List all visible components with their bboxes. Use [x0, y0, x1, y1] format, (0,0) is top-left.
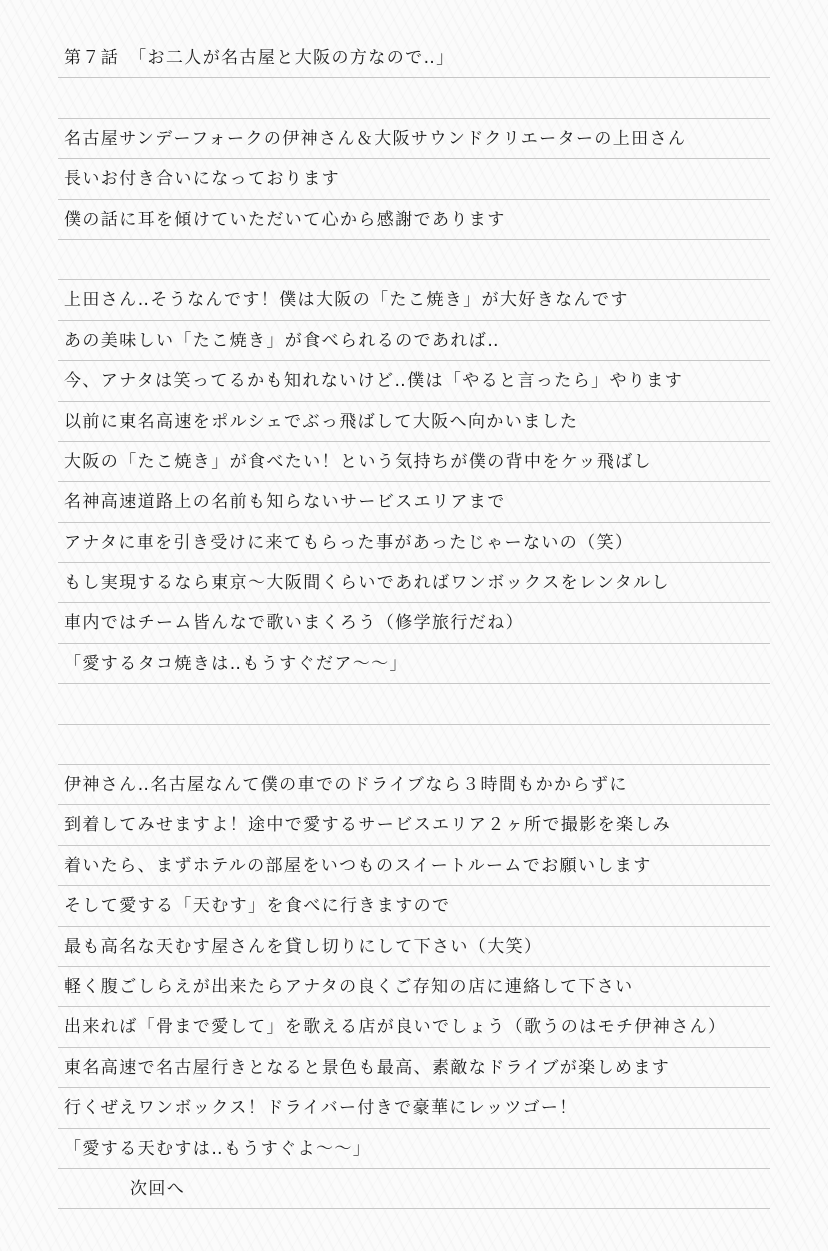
text-line: 上田さん‥そうなんです！僕は大阪の「たこ焼き」が大好きなんです [58, 280, 770, 320]
text-line: 今、アナタは笑ってるかも知れないけど‥僕は「やると言ったら」やります [58, 361, 770, 401]
manuscript-sheet [58, 38, 770, 1209]
text-line: 名古屋サンデーフォークの伊神さん＆大阪サウンドクリエーターの上田さん [58, 119, 770, 159]
text-line: 大阪の「たこ焼き」が食べたい！という気持ちが僕の背中をケッ飛ばし [58, 442, 770, 482]
text-line: 「愛するタコ焼きは‥もうすぐだア〜〜」 [58, 644, 770, 684]
text-line: そして愛する「天むす」を食べに行きますので [58, 886, 770, 926]
text-line: もし実現するなら東京〜大阪間くらいであればワンボックスをレンタルし [58, 563, 770, 603]
text-line: アナタに車を引き受けに来てもらった事があったじゃーないの（笑） [58, 523, 770, 563]
text-line: 名神高速道路上の名前も知らないサービスエリアまで [58, 482, 770, 522]
blank-line [58, 78, 770, 118]
text-line: 軽く腹ごしらえが出来たらアナタの良くご存知の店に連絡して下さい [58, 967, 770, 1007]
text-line: 最も高名な天むす屋さんを貸し切りにして下さい（大笑） [58, 927, 770, 967]
blank-line [58, 240, 770, 280]
blank-line [58, 725, 770, 765]
text-line: 着いたら、まずホテルの部屋をいつものスイートルームでお願いします [58, 846, 770, 886]
text-line: 到着してみせますよ！途中で愛するサービスエリア２ヶ所で撮影を楽しみ [58, 805, 770, 845]
text-line: 僕の話に耳を傾けていただいて心から感謝であります [58, 200, 770, 240]
text-line: 伊神さん‥名古屋なんて僕の車でのドライブなら３時間もかからずに [58, 765, 770, 805]
text-line: 以前に東名高速をポルシェでぶっ飛ばして大阪へ向かいました [58, 402, 770, 442]
text-line: 東名高速で名古屋行きとなると景色も最高、素敵なドライブが楽しめます [58, 1048, 770, 1088]
text-line: 「愛する天むすは‥もうすぐよ〜〜」 [58, 1129, 770, 1169]
next-episode-link[interactable]: 次回へ [58, 1169, 770, 1209]
text-line: 出来れば「骨まで愛して」を歌える店が良いでしょう（歌うのはモチ伊神さん） [58, 1007, 770, 1047]
text-line: 車内ではチーム皆んなで歌いまくろう（修学旅行だね） [58, 603, 770, 643]
text-line: あの美味しい「たこ焼き」が食べられるのであれば‥ [58, 321, 770, 361]
episode-title: 第７話 「お二人が名古屋と大阪の方なので‥」 [58, 38, 770, 78]
text-line: 行くぜえワンボックス！ドライバー付きで豪華にレッツゴー！ [58, 1088, 770, 1128]
blank-line [58, 684, 770, 724]
text-line: 長いお付き合いになっております [58, 159, 770, 199]
